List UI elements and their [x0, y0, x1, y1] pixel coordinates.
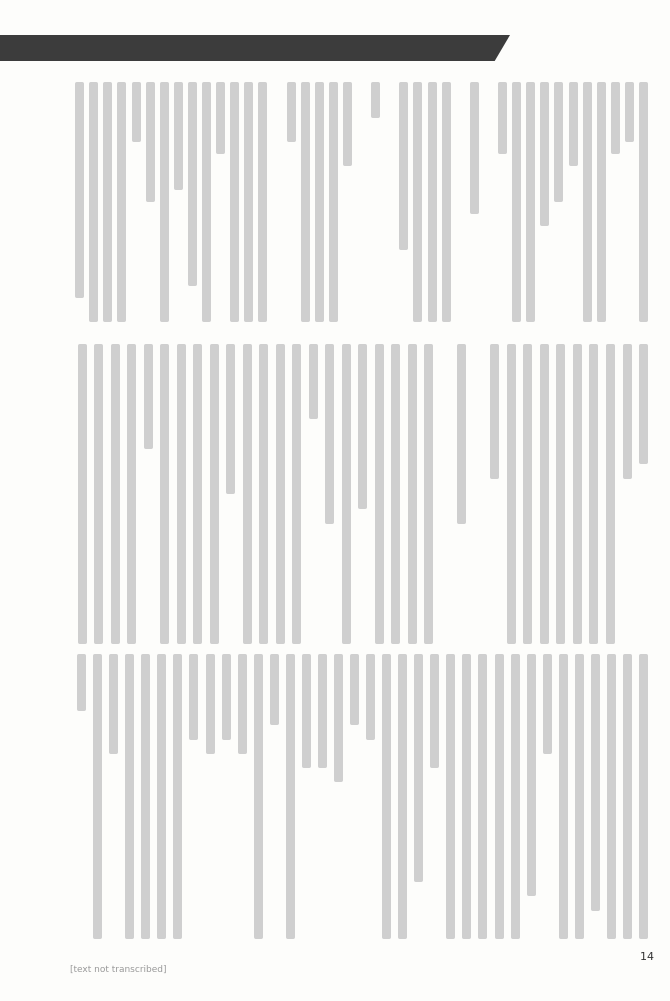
redacted-text-column: [189, 654, 198, 740]
redacted-text-column: [554, 82, 563, 202]
redacted-text-column: [543, 654, 552, 754]
redacted-text-column: [350, 654, 359, 725]
redacted-text-column: [109, 654, 118, 754]
redacted-text-column: [238, 654, 247, 754]
redacted-text-column: [366, 654, 375, 740]
redacted-text-column: [470, 82, 479, 214]
redacted-text-column: [270, 654, 279, 725]
redacted-text-column: [623, 654, 632, 939]
redacted-text-column: [575, 654, 584, 939]
redacted-text-column: [259, 344, 268, 644]
text-tier-1: [70, 82, 648, 322]
redacted-text-column: [540, 82, 549, 226]
redacted-text-column: [127, 344, 136, 644]
redacted-text-column: [226, 344, 235, 494]
redacted-text-column: [498, 82, 507, 154]
redacted-text-column: [428, 82, 437, 322]
redacted-text-column: [399, 82, 408, 250]
text-tier-3: [70, 654, 648, 939]
redacted-text-column: [398, 654, 407, 939]
redacted-text-column: [375, 344, 384, 644]
redacted-text-column: [391, 344, 400, 644]
redacted-text-column: [597, 82, 606, 322]
redacted-text-column: [77, 654, 86, 711]
redacted-text-column: [408, 344, 417, 644]
redacted-text-column: [329, 82, 338, 322]
redacted-text-column: [382, 654, 391, 939]
redacted-text-column: [292, 344, 301, 644]
redacted-text-column: [89, 82, 98, 322]
redacted-text-column: [511, 654, 520, 939]
redacted-text-column: [343, 82, 352, 166]
redacted-text-column: [325, 344, 334, 524]
redacted-text-column: [202, 82, 211, 322]
redacted-text-column: [222, 654, 231, 740]
redacted-text-column: [478, 654, 487, 939]
redacted-text-column: [507, 344, 516, 644]
redacted-text-column: [442, 82, 451, 322]
redacted-text-column: [301, 82, 310, 322]
redacted-text-column: [117, 82, 126, 322]
redacted-text-column: [174, 82, 183, 190]
redacted-text-column: [111, 344, 120, 644]
redacted-text-column: [583, 82, 592, 322]
redacted-text-column: [302, 654, 311, 768]
redacted-text-column: [591, 654, 600, 911]
redacted-text-column: [230, 82, 239, 322]
redacted-text-column: [286, 654, 295, 939]
redacted-text-column: [523, 344, 532, 644]
redacted-text-column: [206, 654, 215, 754]
redacted-text-column: [526, 82, 535, 322]
redacted-text-column: [611, 82, 620, 154]
redacted-text-column: [495, 654, 504, 939]
redacted-text-column: [188, 82, 197, 286]
redacted-text-column: [413, 82, 422, 322]
redacted-text-column: [157, 654, 166, 939]
redacted-text-column: [430, 654, 439, 768]
redacted-text-column: [556, 344, 565, 644]
redacted-text-column: [193, 344, 202, 644]
redacted-text-column: [146, 82, 155, 202]
redacted-text-column: [623, 344, 632, 479]
redacted-text-column: [216, 82, 225, 154]
page-number: 14: [640, 950, 654, 963]
redacted-text-column: [132, 82, 141, 142]
redacted-text-column: [462, 654, 471, 939]
redacted-text-column: [606, 344, 615, 644]
redacted-text-column: [569, 82, 578, 166]
redacted-text-column: [315, 82, 324, 322]
text-tier-2: [70, 344, 648, 644]
redacted-text-column: [540, 344, 549, 644]
redacted-text-column: [173, 654, 182, 939]
redacted-text-column: [160, 344, 169, 644]
redacted-text-column: [490, 344, 499, 479]
redacted-text-column: [607, 654, 616, 939]
redacted-text-column: [258, 82, 267, 322]
redacted-text-column: [141, 654, 150, 939]
redacted-text-column: [573, 344, 582, 644]
redacted-text-column: [243, 344, 252, 644]
redacted-text-column: [446, 654, 455, 939]
redacted-text-column: [75, 82, 84, 298]
redacted-text-column: [358, 344, 367, 509]
redacted-text-column: [276, 344, 285, 644]
redacted-text-column: [254, 654, 263, 939]
redacted-text-column: [342, 344, 351, 644]
redaction-notice: [text not transcribed]: [70, 965, 167, 975]
redacted-text-column: [78, 344, 87, 644]
header-bar: [0, 35, 510, 61]
redacted-text-column: [103, 82, 112, 322]
redacted-text-column: [244, 82, 253, 322]
redacted-text-column: [639, 82, 648, 322]
redacted-text-column: [512, 82, 521, 322]
redacted-text-column: [94, 344, 103, 644]
redacted-text-column: [527, 654, 536, 896]
redacted-text-column: [125, 654, 134, 939]
redacted-text-column: [144, 344, 153, 449]
redacted-text-column: [625, 82, 634, 142]
redacted-text-column: [287, 82, 296, 142]
redacted-text-column: [639, 654, 648, 939]
redacted-text-column: [639, 344, 648, 464]
redacted-text-column: [589, 344, 598, 644]
redacted-text-column: [309, 344, 318, 419]
redacted-text-column: [210, 344, 219, 644]
redacted-text-column: [559, 654, 568, 939]
redacted-text-column: [318, 654, 327, 768]
redacted-text-column: [334, 654, 343, 782]
redacted-text-column: [457, 344, 466, 524]
redacted-text-column: [160, 82, 169, 322]
redacted-text-column: [414, 654, 423, 882]
redacted-text-column: [177, 344, 186, 644]
redacted-text-column: [371, 82, 380, 118]
redacted-text-column: [424, 344, 433, 644]
redacted-text-column: [93, 654, 102, 939]
